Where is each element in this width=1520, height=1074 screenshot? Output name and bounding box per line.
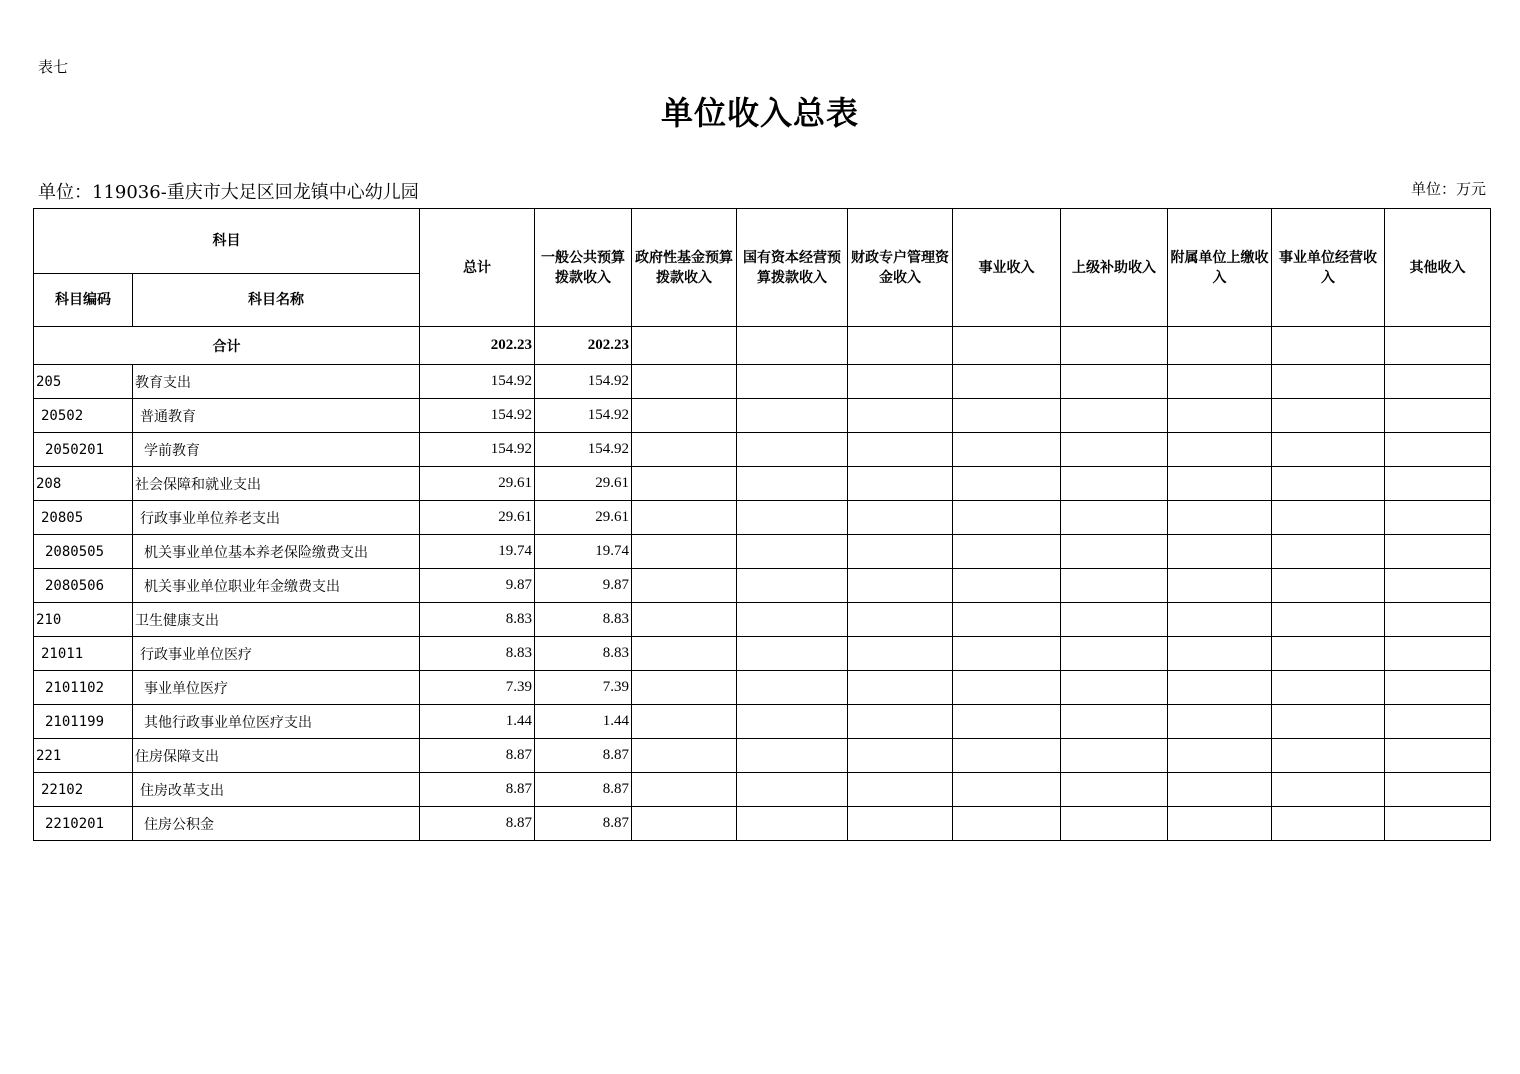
- empty-cell: [737, 365, 848, 399]
- empty-cell: [953, 327, 1061, 365]
- empty-cell: [1168, 569, 1272, 603]
- header-affiliated-income: 附属单位上缴收入: [1168, 209, 1272, 327]
- table-row: [34, 671, 1491, 705]
- table-row: [34, 739, 1491, 773]
- table-row: [34, 705, 1491, 739]
- general-budget-cell: 19.74: [535, 535, 632, 569]
- empty-cell: [737, 603, 848, 637]
- empty-cell: [737, 671, 848, 705]
- subject-name-cell: 学前教育: [133, 433, 420, 467]
- empty-cell: [1385, 773, 1491, 807]
- empty-cell: [848, 327, 953, 365]
- empty-cell: [1385, 603, 1491, 637]
- empty-cell: [848, 501, 953, 535]
- subject-code-cell: 221: [34, 739, 133, 773]
- page-title: 单位收入总表: [660, 94, 859, 132]
- total-cell: 8.87: [420, 773, 535, 807]
- empty-cell: [1385, 433, 1491, 467]
- empty-cell: [1061, 569, 1168, 603]
- empty-cell: [632, 365, 737, 399]
- subject-code-cell: 2080506: [34, 569, 133, 603]
- empty-cell: [953, 467, 1061, 501]
- subject-code-cell: 210: [34, 603, 133, 637]
- empty-cell: [632, 433, 737, 467]
- empty-cell: [1168, 501, 1272, 535]
- empty-cell: [737, 773, 848, 807]
- subject-code-cell: 205: [34, 365, 133, 399]
- empty-cell: [737, 433, 848, 467]
- empty-cell: [1168, 535, 1272, 569]
- general-budget-cell: 202.23: [535, 327, 632, 365]
- table-row: [34, 365, 1491, 399]
- header-operating-income: 事业单位经营收入: [1272, 209, 1385, 327]
- general-budget-cell: 154.92: [535, 433, 632, 467]
- empty-cell: [1168, 671, 1272, 705]
- subject-code-cell: 2050201: [34, 433, 133, 467]
- empty-cell: [737, 739, 848, 773]
- empty-cell: [1061, 603, 1168, 637]
- table-number-label: 表七: [38, 58, 69, 76]
- empty-cell: [1168, 603, 1272, 637]
- empty-cell: [1168, 365, 1272, 399]
- empty-cell: [632, 603, 737, 637]
- subject-name-cell: 社会保障和就业支出: [133, 467, 420, 501]
- empty-cell: [1272, 535, 1385, 569]
- empty-cell: [1168, 773, 1272, 807]
- general-budget-cell: 9.87: [535, 569, 632, 603]
- empty-cell: [1061, 705, 1168, 739]
- empty-cell: [1385, 705, 1491, 739]
- empty-cell: [848, 365, 953, 399]
- subject-name-cell: 住房改革支出: [133, 773, 420, 807]
- general-budget-cell: 29.61: [535, 501, 632, 535]
- empty-cell: [1272, 365, 1385, 399]
- empty-cell: [1061, 467, 1168, 501]
- general-budget-cell: 8.87: [535, 773, 632, 807]
- subject-name-cell: 其他行政事业单位医疗支出: [133, 705, 420, 739]
- empty-cell: [953, 637, 1061, 671]
- empty-cell: [1272, 327, 1385, 365]
- header-row-top: [34, 209, 1491, 274]
- empty-cell: [632, 637, 737, 671]
- table-row: [34, 603, 1491, 637]
- empty-cell: [848, 637, 953, 671]
- empty-cell: [848, 535, 953, 569]
- empty-cell: [1385, 399, 1491, 433]
- empty-cell: [737, 637, 848, 671]
- empty-cell: [953, 603, 1061, 637]
- empty-cell: [1168, 433, 1272, 467]
- total-cell: 8.87: [420, 807, 535, 841]
- empty-cell: [953, 807, 1061, 841]
- empty-cell: [632, 327, 737, 365]
- currency-unit-label: 单位：万元: [1410, 180, 1486, 198]
- empty-cell: [737, 569, 848, 603]
- empty-cell: [1061, 807, 1168, 841]
- total-label: 合计: [34, 327, 420, 365]
- header-business-income: 事业收入: [953, 209, 1061, 327]
- general-budget-cell: 8.83: [535, 603, 632, 637]
- empty-cell: [1385, 637, 1491, 671]
- empty-cell: [1061, 773, 1168, 807]
- empty-cell: [1272, 603, 1385, 637]
- header-general-budget: 一般公共预算拨款收入: [535, 209, 632, 327]
- empty-cell: [632, 535, 737, 569]
- total-cell: 8.83: [420, 637, 535, 671]
- empty-cell: [737, 467, 848, 501]
- general-budget-cell: 29.61: [535, 467, 632, 501]
- empty-cell: [848, 671, 953, 705]
- empty-cell: [1385, 807, 1491, 841]
- subject-code-cell: 21011: [34, 637, 133, 671]
- total-cell: 154.92: [420, 433, 535, 467]
- empty-cell: [1061, 739, 1168, 773]
- empty-cell: [737, 807, 848, 841]
- subject-name-cell: 机关事业单位职业年金缴费支出: [133, 569, 420, 603]
- table-row: [34, 467, 1491, 501]
- header-subject: 科目: [34, 209, 420, 274]
- empty-cell: [1168, 637, 1272, 671]
- empty-cell: [1385, 671, 1491, 705]
- income-summary-table: [33, 208, 1491, 841]
- empty-cell: [1272, 705, 1385, 739]
- empty-cell: [953, 569, 1061, 603]
- total-cell: 29.61: [420, 501, 535, 535]
- empty-cell: [1168, 739, 1272, 773]
- empty-cell: [1272, 807, 1385, 841]
- empty-cell: [1385, 569, 1491, 603]
- empty-cell: [848, 433, 953, 467]
- empty-cell: [848, 603, 953, 637]
- total-row: [34, 327, 1491, 365]
- total-cell: 19.74: [420, 535, 535, 569]
- empty-cell: [1061, 671, 1168, 705]
- empty-cell: [1168, 327, 1272, 365]
- table-row: [34, 637, 1491, 671]
- table-row: [34, 807, 1491, 841]
- general-budget-cell: 7.39: [535, 671, 632, 705]
- subject-code-cell: 2101199: [34, 705, 133, 739]
- empty-cell: [953, 433, 1061, 467]
- empty-cell: [1385, 535, 1491, 569]
- general-budget-cell: 8.87: [535, 807, 632, 841]
- empty-cell: [1272, 467, 1385, 501]
- empty-cell: [1061, 327, 1168, 365]
- empty-cell: [737, 399, 848, 433]
- empty-cell: [1272, 773, 1385, 807]
- empty-cell: [632, 739, 737, 773]
- total-cell: 8.83: [420, 603, 535, 637]
- subject-code-cell: 20502: [34, 399, 133, 433]
- unit-name-label: 单位：119036-重庆市大足区回龙镇中心幼儿园: [38, 182, 419, 203]
- general-budget-cell: 1.44: [535, 705, 632, 739]
- header-special-fund: 财政专户管理资金收入: [848, 209, 953, 327]
- empty-cell: [1385, 501, 1491, 535]
- general-budget-cell: 8.83: [535, 637, 632, 671]
- general-budget-cell: 8.87: [535, 739, 632, 773]
- empty-cell: [1385, 327, 1491, 365]
- total-cell: 8.87: [420, 739, 535, 773]
- subject-code-cell: 22102: [34, 773, 133, 807]
- empty-cell: [1168, 705, 1272, 739]
- subject-name-cell: 教育支出: [133, 365, 420, 399]
- empty-cell: [1061, 535, 1168, 569]
- empty-cell: [848, 467, 953, 501]
- header-subject-code: 科目编码: [34, 274, 133, 327]
- empty-cell: [848, 739, 953, 773]
- empty-cell: [848, 773, 953, 807]
- header-superior-subsidy: 上级补助收入: [1061, 209, 1168, 327]
- subject-name-cell: 住房公积金: [133, 807, 420, 841]
- header-gov-fund: 政府性基金预算拨款收入: [632, 209, 737, 327]
- empty-cell: [632, 467, 737, 501]
- empty-cell: [1272, 399, 1385, 433]
- empty-cell: [632, 501, 737, 535]
- empty-cell: [1061, 433, 1168, 467]
- general-budget-cell: 154.92: [535, 399, 632, 433]
- empty-cell: [632, 399, 737, 433]
- table-row: [34, 569, 1491, 603]
- subject-name-cell: 机关事业单位基本养老保险缴费支出: [133, 535, 420, 569]
- empty-cell: [1061, 365, 1168, 399]
- total-cell: 29.61: [420, 467, 535, 501]
- empty-cell: [632, 569, 737, 603]
- empty-cell: [1061, 399, 1168, 433]
- empty-cell: [1272, 501, 1385, 535]
- empty-cell: [632, 671, 737, 705]
- empty-cell: [1168, 467, 1272, 501]
- empty-cell: [953, 773, 1061, 807]
- empty-cell: [848, 705, 953, 739]
- empty-cell: [953, 365, 1061, 399]
- empty-cell: [737, 501, 848, 535]
- subject-name-cell: 住房保障支出: [133, 739, 420, 773]
- subject-code-cell: 2101102: [34, 671, 133, 705]
- total-cell: 1.44: [420, 705, 535, 739]
- empty-cell: [953, 501, 1061, 535]
- table-row: [34, 399, 1491, 433]
- empty-cell: [1272, 739, 1385, 773]
- subject-name-cell: 行政事业单位养老支出: [133, 501, 420, 535]
- table-row: [34, 535, 1491, 569]
- total-cell: 7.39: [420, 671, 535, 705]
- subject-code-cell: 208: [34, 467, 133, 501]
- subject-code-cell: 20805: [34, 501, 133, 535]
- header-subject-name: 科目名称: [133, 274, 420, 327]
- subject-code-cell: 2210201: [34, 807, 133, 841]
- subject-name-cell: 事业单位医疗: [133, 671, 420, 705]
- empty-cell: [953, 671, 1061, 705]
- subject-name-cell: 普通教育: [133, 399, 420, 433]
- empty-cell: [632, 807, 737, 841]
- empty-cell: [953, 535, 1061, 569]
- empty-cell: [953, 705, 1061, 739]
- subject-name-cell: 卫生健康支出: [133, 603, 420, 637]
- empty-cell: [848, 569, 953, 603]
- header-other-income: 其他收入: [1385, 209, 1491, 327]
- table-row: [34, 773, 1491, 807]
- total-cell: 154.92: [420, 365, 535, 399]
- subject-name-cell: 行政事业单位医疗: [133, 637, 420, 671]
- general-budget-cell: 154.92: [535, 365, 632, 399]
- empty-cell: [1272, 637, 1385, 671]
- empty-cell: [1385, 739, 1491, 773]
- empty-cell: [1272, 569, 1385, 603]
- table-row: [34, 433, 1491, 467]
- total-cell: 154.92: [420, 399, 535, 433]
- empty-cell: [848, 807, 953, 841]
- empty-cell: [737, 327, 848, 365]
- empty-cell: [953, 399, 1061, 433]
- empty-cell: [632, 705, 737, 739]
- empty-cell: [632, 773, 737, 807]
- empty-cell: [953, 739, 1061, 773]
- total-cell: 202.23: [420, 327, 535, 365]
- empty-cell: [1385, 365, 1491, 399]
- empty-cell: [737, 535, 848, 569]
- empty-cell: [1061, 501, 1168, 535]
- empty-cell: [848, 399, 953, 433]
- header-total: 总计: [420, 209, 535, 327]
- table-row: [34, 501, 1491, 535]
- empty-cell: [1272, 671, 1385, 705]
- empty-cell: [1272, 433, 1385, 467]
- header-state-capital: 国有资本经营预算拨款收入: [737, 209, 848, 327]
- empty-cell: [1385, 467, 1491, 501]
- empty-cell: [1168, 807, 1272, 841]
- empty-cell: [737, 705, 848, 739]
- subject-code-cell: 2080505: [34, 535, 133, 569]
- total-cell: 9.87: [420, 569, 535, 603]
- empty-cell: [1168, 399, 1272, 433]
- empty-cell: [1061, 637, 1168, 671]
